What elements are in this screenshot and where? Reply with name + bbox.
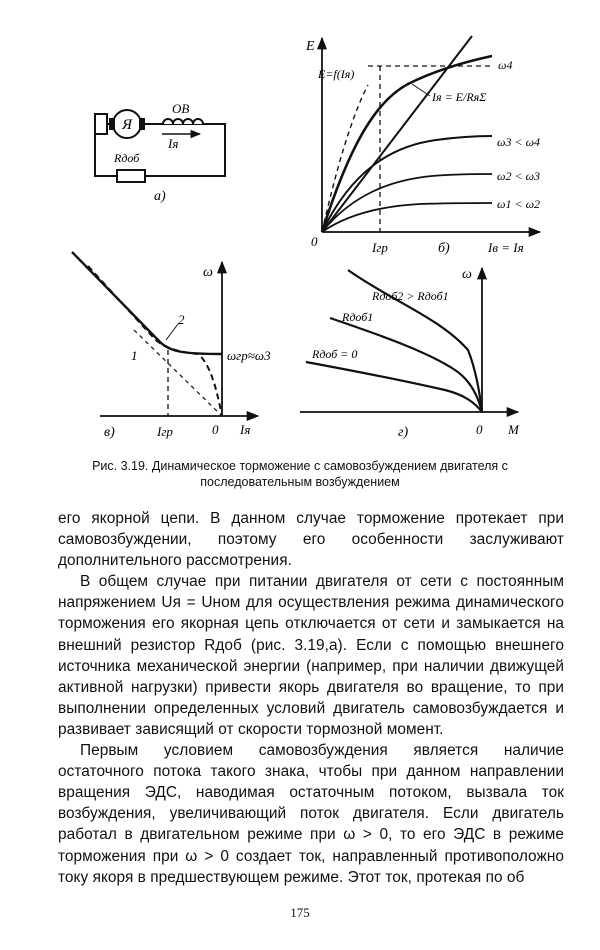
- d-y-axis-label: ω: [462, 267, 472, 282]
- d-curve-label-rdob2: Rдоб2 > Rдоб1: [372, 289, 449, 303]
- b-speed-label-w1: ω1 < ω2: [497, 197, 541, 211]
- current-label: Iя: [168, 136, 179, 151]
- d-curve-rdob1: [330, 318, 482, 412]
- figure-caption-line-2: последовательным возбуждением: [200, 475, 400, 489]
- paragraph-3: Первым условием самовозбуждения является наличие остаточного потока такого знака, чтобы при данном направлении вращения ЭДС, наводимая остаточным потоком, вызвала ток возбуждения, увеличивающий поток двигателя. Если двигатель работал в двигательном режиме при ω > 0, то его ЭДС в режиме торможения при ω > 0 создает ток, направленный противоположно току якоря в предшествующем режиме. Этот ток, протекая по об: [58, 742, 564, 886]
- b-line-label: Iя = E/RяΣ: [432, 90, 487, 104]
- c-dashed-2: [88, 266, 222, 416]
- c-x-tick: Iгр: [157, 424, 173, 439]
- d-curve-label-rdob0: Rдоб = 0: [312, 347, 358, 361]
- c-tag: в): [104, 425, 115, 440]
- armature-label: Я: [122, 117, 132, 133]
- body-text: [58, 508, 564, 888]
- b-speed-label-w3: ω3 < ω4: [497, 135, 541, 149]
- c-origin: 0: [212, 422, 219, 437]
- paragraph-2: В общем случае при питании двигателя от сети с постоянным напряжением Uя = Uном для осуществления режима динамического торможения его якорная цепь отключается от сети и замыкается на внешний резистор Rдоб (рис. 3.19,а). Если с помощью внешнего источника механической энергии (например, при наличии движущей активной нагрузки) привести якорь двигателя во вращение, то при выполнении определенных условий двигатель самовозбуждается и развивает зависящий от скорости тормозной момент.: [58, 573, 564, 738]
- panel-a-circuit: [95, 110, 225, 182]
- b-speed-label-w4: ω4: [498, 58, 513, 72]
- d-x-axis-label: M: [508, 422, 519, 437]
- resistor-symbol: [117, 170, 145, 182]
- figure-3-19: [0, 0, 600, 460]
- c-thin-line: [134, 330, 222, 416]
- d-curve-label-rdob1: Rдоб1: [342, 310, 374, 324]
- c-mark-1: 1: [131, 348, 138, 363]
- b-label-leader: [412, 84, 430, 96]
- b-origin: 0: [311, 234, 318, 249]
- c-speed-label: ωгр≈ω3: [227, 348, 271, 363]
- b-y-axis-label: E: [306, 39, 315, 54]
- field-winding-label: ОВ: [172, 101, 190, 116]
- page-number: 175: [290, 905, 310, 920]
- field-winding-symbol: [163, 119, 203, 124]
- c-mark-2: 2: [178, 312, 185, 327]
- c-leader-2: [166, 324, 178, 340]
- b-tag: б): [438, 241, 450, 256]
- b-speed-label-w2: ω2 < ω3: [497, 169, 541, 183]
- figure-caption-line-1: Рис. 3.19. Динамическое торможение с самовозбуждением двигателя с: [92, 459, 508, 473]
- c-x-axis-label: Iя: [240, 422, 251, 437]
- b-x-axis-label: Iв = Iя: [488, 240, 524, 255]
- c-y-axis-label: ω: [203, 265, 213, 280]
- panel-a-tag: а): [154, 189, 166, 204]
- paragraph-1: его якорной цепи. В данном случае торможение протекает при самовозбуждении, поэтому его особенности заслуживают дополнительного рассмотрения.: [58, 510, 564, 570]
- d-tag: г): [398, 425, 409, 440]
- panel-c-plot: [72, 252, 258, 416]
- resistor-label: Rдоб: [114, 151, 140, 165]
- d-origin: 0: [476, 422, 483, 437]
- b-curve-label: E=f(Iя): [318, 67, 355, 81]
- b-x-tick: Iгр: [372, 240, 388, 255]
- c-line-1: [72, 252, 222, 354]
